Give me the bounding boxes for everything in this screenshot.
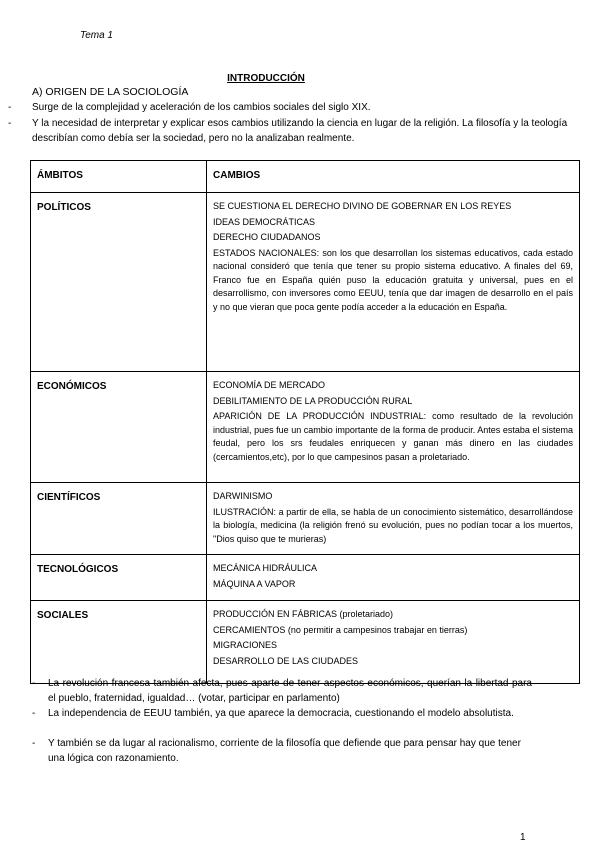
change-item: CERCAMIENTOS (no permitir a campesinos trabajar en tierras) <box>213 624 468 635</box>
bullet-text: La independencia de EEUU también, ya que aparece la democracia, cuestionando el modelo absolutista. <box>48 708 514 719</box>
section-heading: A) ORIGEN DE LA SOCIOLOGÍA <box>32 86 189 98</box>
table-row <box>31 483 580 555</box>
change-item: SE CUESTIONA EL DERECHO DIVINO DE GOBERNAR EN LOS REYES <box>213 201 512 211</box>
change-item: ECONOMÍA DE MERCADO <box>213 380 326 390</box>
bullet-dash: - <box>8 102 12 113</box>
page-number: 1 <box>520 832 526 843</box>
changes-cell <box>207 372 580 483</box>
category-cell: CIENTÍFICOS <box>31 483 207 555</box>
changes-table <box>30 160 580 684</box>
page-header: Tema 1 <box>80 30 113 41</box>
changes-cell <box>207 601 580 684</box>
change-item: MIGRACIONES <box>213 640 278 650</box>
bullet-dash: - <box>8 118 12 129</box>
change-item: MÁQUINA A VAPOR <box>213 578 296 589</box>
category-cell: ECONÓMICOS <box>31 372 207 483</box>
document-title: INTRODUCCIÓN <box>227 73 305 84</box>
change-item: IDEAS DEMOCRÁTICAS <box>213 216 316 227</box>
bullet-dash: - <box>32 678 36 689</box>
table-row <box>31 372 580 483</box>
bullet-dash: - <box>32 708 36 719</box>
table-row <box>31 193 580 372</box>
changes-cell <box>207 193 580 372</box>
table-row <box>31 555 580 601</box>
changes-cell <box>207 483 580 555</box>
category-cell: TECNOLÓGICOS <box>31 555 207 601</box>
column-header-cambios: CAMBIOS <box>207 161 580 193</box>
bullet-text: Surge de la complejidad y aceleración de los cambios sociales del siglo XIX. <box>32 102 371 113</box>
change-item: DARWINISMO <box>213 491 273 501</box>
bullet-text: La revolución francesa también afecta, pues aparte de tener aspectos económicos, querían la libertad para el pueblo, fraternidad, igualdad… (votar, participar en parlamento) <box>48 678 532 704</box>
table-row <box>31 601 580 684</box>
change-item: PRODUCCIÓN EN FÁBRICAS (proletariado) <box>213 609 394 619</box>
table-header-row <box>31 161 580 193</box>
bullet-text: Y también se da lugar al racionalismo, corriente de la filosofía que defiende que para pensar hay que tener una lógica con razonamiento. <box>48 738 521 764</box>
change-item: DEBILITAMIENTO DE LA PRODUCCIÓN RURAL <box>213 395 413 406</box>
category-cell: POLÍTICOS <box>31 193 207 372</box>
change-item: APARICIÓN DE LA PRODUCCIÓN INDUSTRIAL: como resultado de la revolución industrial, pues fue un cambio importante de la forma de producir. Antes estaba el sistema feudal, pero los srs feudales enriquecen y ganan más dinero en las ciudades (cercamientos,etc), por lo que campesinos pasan a proletariado. <box>213 411 573 462</box>
change-item: ESTADOS NACIONALES: son los que desarrollan los sistemas educativos, cada estado nacional consideró que tenía que tener su propio sistema educativo. A finales del 69, Franco fue en España quién puso la educación gratuita y universal, pues en el desarrollismo, con inversores como EEUU, tenía que dar imagen de desarrollo en el país y no que vieran que poca gente podía acceder a la educación en España. <box>213 247 573 312</box>
bullet-text: Y la necesidad de interpretar y explicar esos cambios utilizando la ciencia en lugar de la religión. La filosofía y la teología describían como debía ser la sociedad, pero no la analizaban realmente. <box>32 118 568 144</box>
change-item: DERECHO CIUDADANOS <box>213 232 321 242</box>
change-item: ILUSTRACIÓN: a partir de ella, se habla de un conocimiento sistemático, desarrollándose la biología, medicina (la religión frenó su evolución, pues no podían tocar a los muertos, "Dios quiso que te murieras) <box>213 506 573 544</box>
category-cell: SOCIALES <box>31 601 207 684</box>
change-item: DESARROLLO DE LAS CIUDADES <box>213 655 359 666</box>
bullet-dash: - <box>32 738 36 749</box>
changes-cell <box>207 555 580 601</box>
change-item: MECÁNICA HIDRÁULICA <box>213 563 318 573</box>
column-header-ambitos: ÁMBITOS <box>31 161 207 193</box>
